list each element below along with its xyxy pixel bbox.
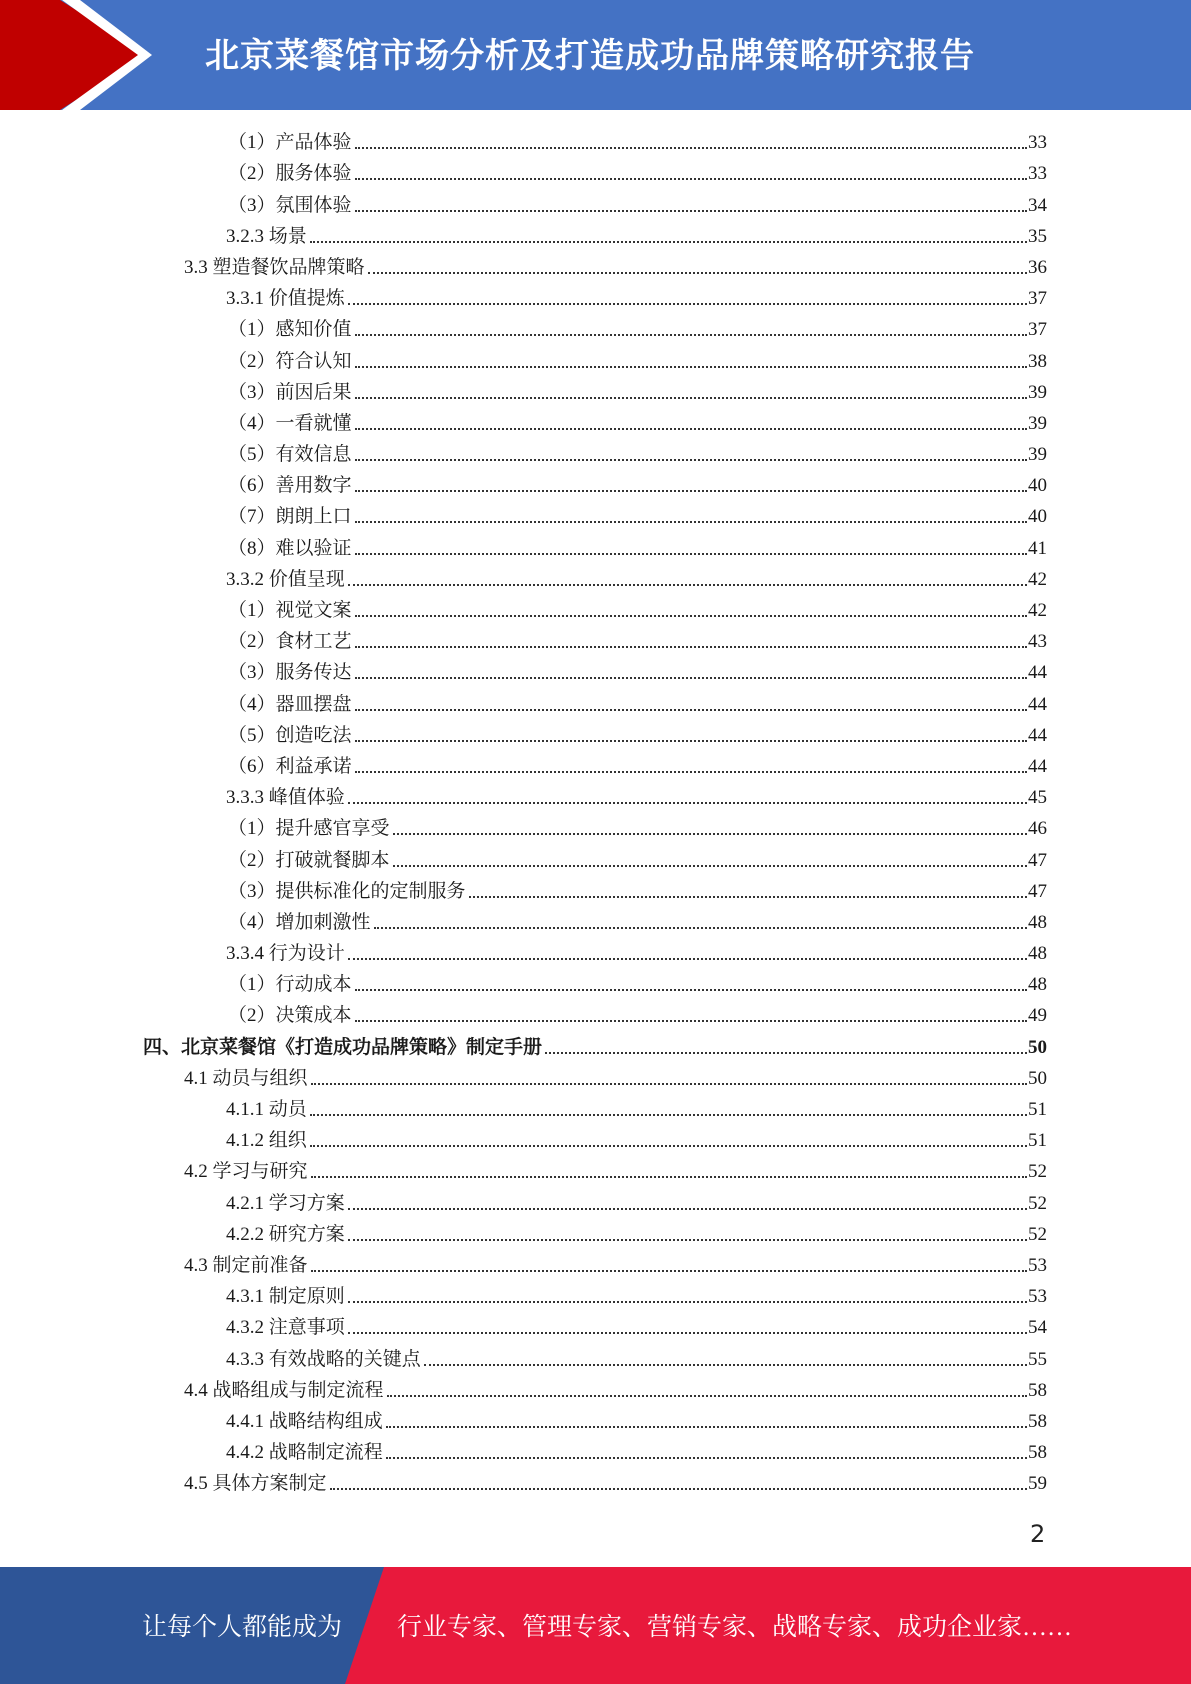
toc-entry-label: （5）有效信息	[228, 444, 352, 466]
toc-entry[interactable]	[0, 283, 1191, 314]
toc-entry-label: 4.4 战略组成与制定流程	[184, 1379, 384, 1401]
toc-entry-label: 4.2.1 学习方案	[226, 1192, 345, 1214]
toc-dot-leader	[545, 1052, 1027, 1054]
toc-entry[interactable]	[0, 1468, 1191, 1499]
toc-entry-page: 42	[1028, 568, 1047, 590]
toc-dot-leader	[386, 1457, 1027, 1459]
toc-dot-leader	[355, 147, 1027, 149]
toc-entry[interactable]	[0, 969, 1191, 1000]
toc-dot-leader	[374, 927, 1027, 929]
toc-entry[interactable]	[0, 1063, 1191, 1094]
toc-entry[interactable]	[0, 720, 1191, 751]
toc-entry-label: （3）前因后果	[228, 381, 352, 403]
toc-entry-page: 44	[1028, 755, 1047, 777]
toc-entry[interactable]	[0, 501, 1191, 532]
table-of-contents	[0, 127, 1191, 1499]
toc-entry[interactable]	[0, 876, 1191, 907]
toc-entry-page: 44	[1028, 724, 1047, 746]
toc-dot-leader	[310, 241, 1027, 243]
toc-entry-label: （6）善用数字	[228, 475, 352, 497]
toc-entry[interactable]	[0, 595, 1191, 626]
toc-entry-page: 48	[1028, 911, 1047, 933]
toc-entry-label: 4.1.2 组织	[226, 1130, 307, 1152]
page-number: 2	[1030, 1520, 1046, 1548]
toc-dot-leader	[355, 428, 1027, 430]
toc-entry[interactable]	[0, 938, 1191, 969]
toc-entry[interactable]	[0, 1187, 1191, 1218]
toc-dot-leader	[355, 740, 1027, 742]
toc-dot-leader	[348, 802, 1027, 804]
toc-entry[interactable]	[0, 564, 1191, 595]
toc-dot-leader	[355, 210, 1027, 212]
toc-entry[interactable]	[0, 189, 1191, 220]
toc-entry-page: 44	[1028, 693, 1047, 715]
toc-entry[interactable]	[0, 127, 1191, 158]
toc-entry-label: （3）服务传达	[228, 662, 352, 684]
toc-entry-page: 55	[1028, 1348, 1047, 1370]
toc-entry[interactable]	[0, 314, 1191, 345]
toc-dot-leader	[330, 1488, 1027, 1490]
page-header	[0, 0, 1191, 110]
toc-entry-page: 50	[1028, 1067, 1047, 1089]
toc-entry-label: 3.3.2 价值呈现	[226, 568, 345, 590]
toc-dot-leader	[355, 709, 1027, 711]
toc-entry-page: 47	[1028, 849, 1047, 871]
toc-dot-leader	[355, 1020, 1027, 1022]
footer-slogan-right: 行业专家、管理专家、营销专家、战略专家、成功企业家……	[397, 1614, 1073, 1641]
toc-entry-page: 34	[1028, 194, 1047, 216]
toc-entry-page: 52	[1028, 1161, 1047, 1183]
toc-entry-page: 41	[1028, 537, 1047, 559]
toc-entry-page: 51	[1028, 1099, 1047, 1120]
toc-entry[interactable]	[0, 1219, 1191, 1250]
toc-entry-label: 3.3 塑造餐饮品牌策略	[184, 256, 365, 278]
toc-entry-page: 33	[1028, 163, 1047, 185]
toc-entry[interactable]	[0, 1031, 1191, 1062]
toc-entry-label: 4.4.2 战略制定流程	[226, 1442, 383, 1464]
toc-entry[interactable]	[0, 782, 1191, 813]
toc-entry[interactable]	[0, 1000, 1191, 1031]
toc-entry-label: （1）提升感官享受	[228, 818, 390, 840]
toc-dot-leader	[310, 1114, 1027, 1116]
toc-entry-page: 42	[1028, 600, 1047, 621]
toc-entry-page: 33	[1028, 132, 1047, 154]
toc-entry-page: 35	[1028, 225, 1047, 247]
toc-entry-label: （7）朗朗上口	[228, 506, 352, 528]
toc-entry-page: 52	[1028, 1223, 1047, 1245]
toc-entry[interactable]	[0, 1375, 1191, 1406]
toc-entry-page: 44	[1028, 662, 1047, 684]
toc-entry-page: 46	[1028, 818, 1047, 840]
toc-entry[interactable]	[0, 439, 1191, 470]
toc-dot-leader	[355, 615, 1027, 617]
toc-dot-leader	[355, 334, 1027, 336]
toc-dot-leader	[355, 989, 1027, 991]
toc-entry-label: （2）食材工艺	[228, 631, 352, 653]
toc-entry-page: 36	[1028, 256, 1047, 278]
toc-dot-leader	[311, 1270, 1027, 1272]
toc-entry-page: 39	[1028, 381, 1047, 403]
toc-dot-leader	[348, 1332, 1027, 1334]
toc-entry-page: 58	[1028, 1410, 1047, 1432]
toc-dot-leader	[355, 178, 1027, 180]
toc-dot-leader	[348, 1208, 1027, 1210]
toc-dot-leader	[355, 553, 1027, 555]
toc-entry[interactable]	[0, 470, 1191, 501]
toc-entry-label: （1）行动成本	[228, 974, 352, 996]
toc-dot-leader	[311, 1083, 1027, 1085]
toc-dot-leader	[355, 397, 1027, 399]
toc-entry-label: （4）一看就懂	[228, 412, 352, 434]
toc-entry-page: 58	[1028, 1442, 1047, 1464]
toc-dot-leader	[355, 771, 1027, 773]
toc-dot-leader	[355, 366, 1027, 368]
toc-entry-page: 45	[1028, 787, 1047, 809]
toc-dot-leader	[386, 1426, 1027, 1428]
toc-dot-leader	[387, 1395, 1027, 1397]
toc-entry-label: 4.3.2 注意事项	[226, 1317, 345, 1339]
toc-entry-label: 3.2.3 场景	[226, 225, 307, 247]
toc-entry[interactable]	[0, 252, 1191, 283]
toc-dot-leader	[393, 865, 1027, 867]
toc-entry[interactable]	[0, 221, 1191, 252]
toc-entry-label: 4.4.1 战略结构组成	[226, 1410, 383, 1432]
toc-entry[interactable]	[0, 377, 1191, 408]
toc-entry[interactable]	[0, 1125, 1191, 1156]
toc-entry-page: 48	[1028, 943, 1047, 965]
toc-dot-leader	[348, 958, 1027, 960]
toc-entry-label: （2）决策成本	[228, 1005, 352, 1027]
toc-dot-leader	[355, 490, 1027, 492]
toc-entry-label: （2）打破就餐脚本	[228, 849, 390, 871]
toc-entry-label: （4）器皿摆盘	[228, 693, 352, 715]
toc-entry[interactable]	[0, 532, 1191, 563]
toc-entry-page: 53	[1028, 1286, 1047, 1308]
toc-entry-label: （5）创造吃法	[228, 724, 352, 746]
toc-entry-page: 37	[1028, 319, 1047, 341]
toc-entry-page: 54	[1028, 1317, 1047, 1339]
toc-entry-page: 51	[1028, 1130, 1047, 1152]
toc-entry-label: （2）符合认知	[228, 350, 352, 372]
toc-entry-page: 39	[1028, 412, 1047, 434]
toc-entry[interactable]	[0, 1156, 1191, 1187]
toc-entry-page: 37	[1028, 288, 1047, 310]
toc-entry[interactable]	[0, 1094, 1191, 1125]
toc-entry[interactable]	[0, 345, 1191, 376]
toc-dot-leader	[355, 521, 1027, 523]
header-arrow-graphic	[0, 0, 160, 110]
toc-entry-label: 四、北京菜餐馆《打造成功品牌策略》制定手册	[143, 1036, 543, 1058]
toc-entry[interactable]	[0, 408, 1191, 439]
toc-entry-label: 4.5 具体方案制定	[184, 1473, 327, 1495]
toc-entry[interactable]	[0, 751, 1191, 782]
toc-dot-leader	[348, 584, 1027, 586]
toc-entry-page: 59	[1028, 1473, 1047, 1495]
toc-entry[interactable]	[0, 1250, 1191, 1281]
toc-entry-label: 3.3.4 行为设计	[226, 943, 345, 965]
toc-dot-leader	[310, 1145, 1027, 1147]
toc-entry-page: 50	[1028, 1036, 1047, 1058]
toc-dot-leader	[393, 833, 1027, 835]
toc-entry-label: 3.3.1 价值提炼	[226, 288, 345, 310]
toc-entry[interactable]	[0, 1312, 1191, 1343]
toc-entry[interactable]	[0, 688, 1191, 719]
toc-dot-leader	[368, 272, 1027, 274]
toc-entry[interactable]	[0, 844, 1191, 875]
toc-entry-label: 4.3.1 制定原则	[226, 1286, 345, 1308]
toc-entry-page: 43	[1028, 631, 1047, 653]
toc-entry-page: 40	[1028, 475, 1047, 497]
toc-entry-label: 4.3.3 有效战略的关键点	[226, 1348, 421, 1370]
toc-dot-leader	[355, 646, 1027, 648]
toc-entry[interactable]	[0, 158, 1191, 189]
toc-entry-page: 52	[1028, 1192, 1047, 1214]
footer-slogan-left: 让每个人都能成为	[142, 1614, 343, 1641]
toc-entry[interactable]	[0, 813, 1191, 844]
toc-entry-label: 4.3 制定前准备	[184, 1254, 308, 1276]
toc-entry-label: （6）利益承诺	[228, 755, 352, 777]
toc-entry-label: （1）视觉文案	[228, 600, 352, 621]
toc-dot-leader	[348, 303, 1027, 305]
toc-entry-label: （1）产品体验	[228, 132, 352, 154]
page-footer	[0, 1567, 1191, 1684]
toc-entry-page: 49	[1028, 1005, 1047, 1027]
toc-entry-label: 4.1 动员与组织	[184, 1067, 308, 1089]
toc-entry-label: （3）氛围体验	[228, 194, 352, 216]
toc-entry-label: （3）提供标准化的定制服务	[228, 880, 466, 902]
toc-entry-label: （8）难以验证	[228, 537, 352, 559]
toc-dot-leader	[355, 677, 1027, 679]
toc-entry[interactable]	[0, 1343, 1191, 1374]
toc-dot-leader	[311, 1176, 1027, 1178]
toc-entry-page: 58	[1028, 1379, 1047, 1401]
toc-entry[interactable]	[0, 1437, 1191, 1468]
toc-entry-label: （1）感知价值	[228, 319, 352, 341]
toc-dot-leader	[348, 1301, 1027, 1303]
toc-dot-leader	[469, 896, 1027, 898]
toc-entry-label: （4）增加刺激性	[228, 911, 371, 933]
header-red-arrow	[0, 0, 148, 110]
toc-entry-page: 53	[1028, 1254, 1047, 1276]
toc-entry-page: 39	[1028, 444, 1047, 466]
toc-dot-leader	[355, 459, 1027, 461]
toc-entry-page: 40	[1028, 506, 1047, 528]
toc-entry-label: 4.2 学习与研究	[184, 1161, 308, 1183]
document-title: 北京菜餐馆市场分析及打造成功品牌策略研究报告	[205, 36, 975, 76]
toc-entry[interactable]	[0, 626, 1191, 657]
toc-entry[interactable]	[0, 1281, 1191, 1312]
toc-entry-page: 47	[1028, 880, 1047, 902]
toc-entry-label: 3.3.3 峰值体验	[226, 787, 345, 809]
toc-dot-leader	[348, 1239, 1027, 1241]
toc-entry-label: （2）服务体验	[228, 163, 352, 185]
toc-entry[interactable]	[0, 1406, 1191, 1437]
toc-entry[interactable]	[0, 657, 1191, 688]
toc-entry-label: 4.2.2 研究方案	[226, 1223, 345, 1245]
toc-entry-page: 48	[1028, 974, 1047, 996]
toc-entry-page: 38	[1028, 350, 1047, 372]
toc-entry[interactable]	[0, 907, 1191, 938]
toc-dot-leader	[424, 1364, 1027, 1366]
toc-entry-label: 4.1.1 动员	[226, 1099, 307, 1120]
